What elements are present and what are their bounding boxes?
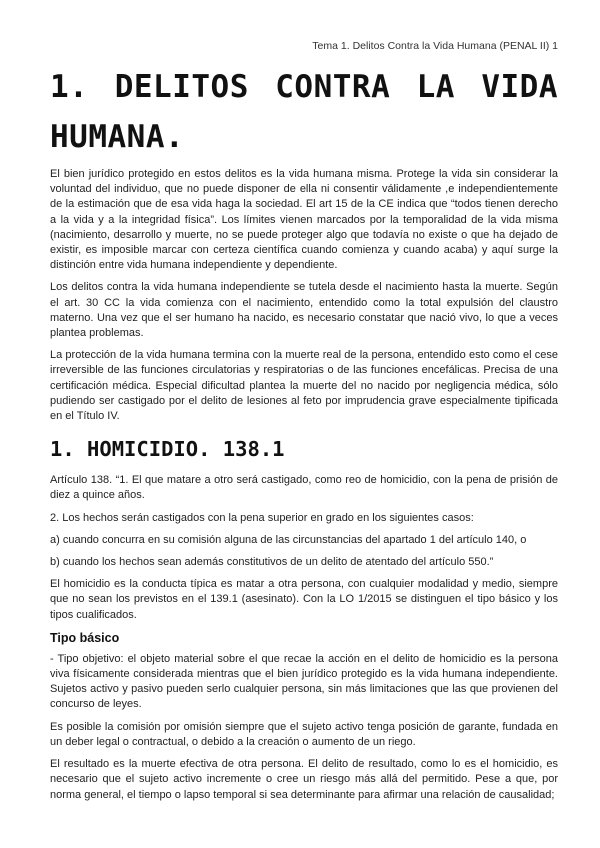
subsection-paragraph: - Tipo objetivo: el objeto material sobre el que recae la acción en el delito de homicidio es la persona viva físicamente considerada mientras que el bien jurídico protegido es la vida humana independiente. Sujetos activo y pasivo pueden serlo cualquier persona, sin más limitaciones que las que provienen del concurso de leyes. (50, 652, 558, 711)
document-body (50, 167, 558, 810)
article-quote-paragraph: Artículo 138. “1. El que matare a otro será castigado, como reo de homicidio, con la pena de prisión de diez a quince años. (50, 474, 558, 502)
article-quote-paragraph: b) cuando los hechos sean además constitutivos de un delito de atentado del artículo 550.” (50, 556, 494, 569)
article-quote-paragraph: a) cuando concurra en su comisión alguna de las circunstancias del apartado 1 del artículo 140, o (50, 533, 527, 546)
subsection-paragraph: El resultado es la muerte efectiva de otra persona. El delito de resultado, como lo es el homicidio, es necesario que el sujeto activo incremente o cree un riesgo más allá del permitido. Pese a que, por norma general, el tiempo o lapso temporal si sea determinante para afirmar una relación de causalidad; (50, 758, 558, 801)
running-header: Tema 1. Delitos Contra la Vida Humana (PENAL II) 1 (312, 40, 558, 52)
chapter-title: 1. DELITOS CONTRA LA VIDA HUMANA. (50, 69, 558, 155)
section-title: 1. HOMICIDIO. 138.1 (50, 437, 285, 462)
subsection-paragraph: Es posible la comisión por omisión siempre que el sujeto activo tenga posición de garante, fundada en un deber legal o contractual, o debido a la creación o aumento de un riego. (50, 720, 558, 748)
intro-paragraph: El bien jurídico protegido en estos delitos es la vida humana misma. Protege la vida sin considerar la voluntad del individuo, que no puede disponer de ella ni consentir válidamente ,e independientemente de la estimación que de esa vida haga la sociedad. El art 15 de la CE indica que “todos tienen derecho a la vida y a la integridad física”. Los límites vienen marcados por la temporalidad de la vida misma (nacimiento, desarrollo y muerte, no se puede proteger algo que todavía no existe o que ha dejado de existir, es imposible marcar con certeza científica cuando comienza y cuando acaba) y aquí surge la distinción entre vida humana independiente y dependiente. (50, 168, 558, 272)
intro-paragraph: La protección de la vida humana termina con la muerte real de la persona, entendido esto como el cese irreversible de las funciones circulatorias y respiratorias o de las funciones encefálicas. Precisa de una certificación médica. Especial dificultad plantea la muerte del no nacido por negligencia médica, sólo pudiendo ser castigado por el delito de lesiones al feto por imprudencia grave especialmente tipificada en el Título IV. (50, 349, 558, 423)
intro-paragraph: Los delitos contra la vida humana independiente se tutela desde el nacimiento hasta la muerte. Según el art. 30 CC la vida comienza con el nacimiento, entendido como la total expulsión del claustro materno. Una vez que el ser humano ha nacido, es necesario constatar que nació vivo, lo que a veces plantea problemas. (50, 281, 558, 340)
article-quote-paragraph: 2. Los hechos serán castigados con la pena superior en grado en los siguientes casos: (50, 511, 474, 524)
subsection-title: Tipo básico (50, 630, 120, 645)
section-paragraph: El homicidio es la conducta típica es matar a otra persona, con cualquier modalidad y medio, siempre que no sean los previstos en el 139.1 (asesinato). Con la LO 1/2015 se distinguen el tipo básico y los tipos cualificados. (50, 578, 558, 621)
